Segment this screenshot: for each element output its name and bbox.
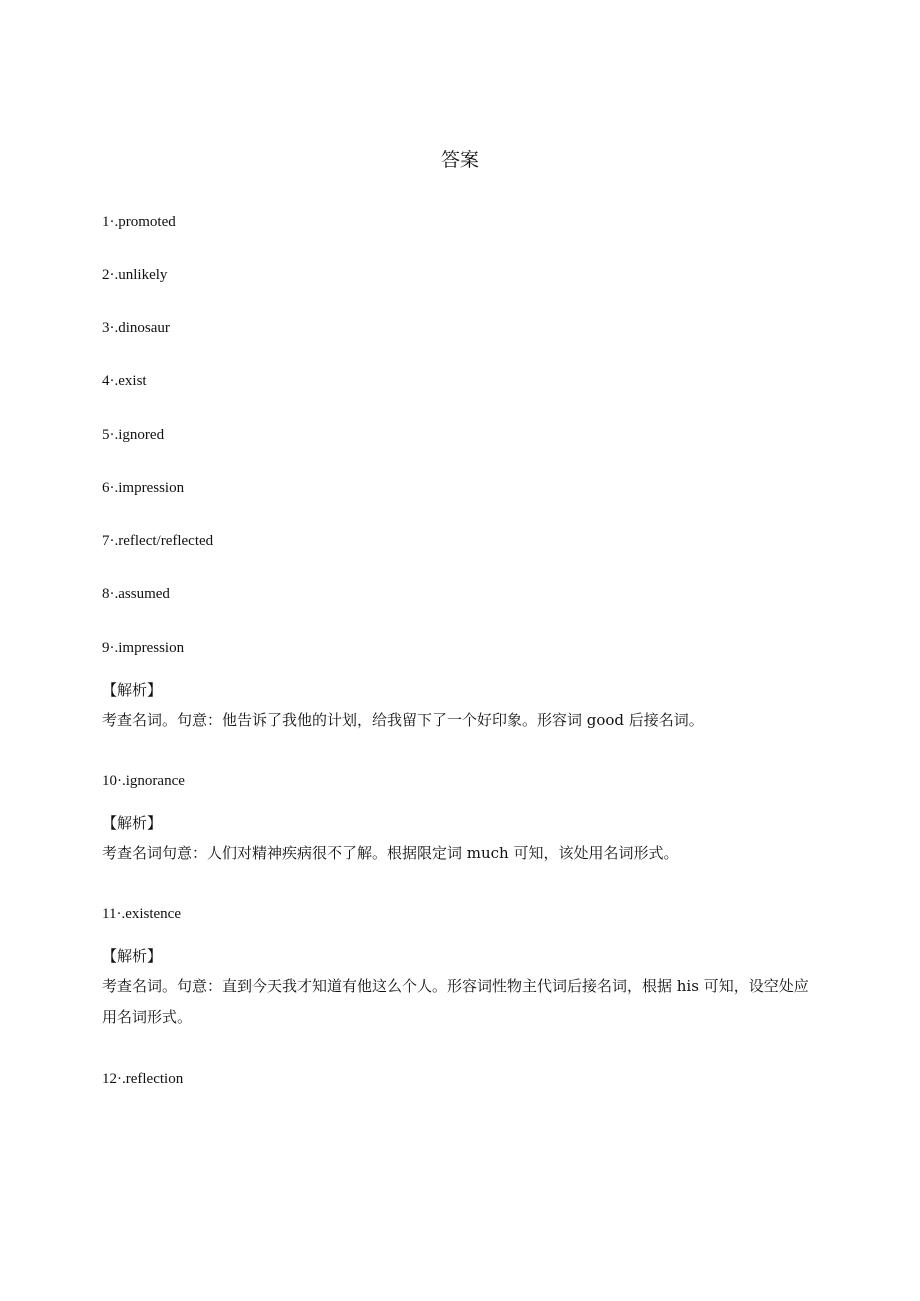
- answer-6: 6·.impression: [102, 480, 185, 496]
- answer-1: 1·.promoted: [102, 214, 176, 230]
- explanation-label-9: 【解析】: [102, 681, 163, 699]
- page-title: 答案: [440, 149, 479, 171]
- explanation-label-10: 【解析】: [102, 814, 163, 832]
- explanation-label-11: 【解析】: [102, 947, 163, 965]
- explanation-text-10: 考查名词句意：人们对精神疾病很不了解。根据限定词 much 可知，该处用名词形式。: [102, 844, 679, 862]
- explanation-text-11: 考查名词。句意：直到今天我才知道有他这么个人。形容词性物主代词后接名词，根据 his 可知，设空处应用名词形式。: [102, 977, 809, 1026]
- answer-12: 12·.reflection: [102, 1071, 184, 1087]
- answer-4: 4·.exist: [102, 373, 147, 389]
- answer-11: 11·.existence: [102, 906, 181, 922]
- answer-10: 10·.ignorance: [102, 773, 185, 789]
- answer-3: 3·.dinosaur: [102, 320, 170, 336]
- answer-2: 2·.unlikely: [102, 267, 168, 283]
- answer-8: 8·.assumed: [102, 586, 170, 602]
- answer-9: 9·.impression: [102, 640, 185, 656]
- answer-7: 7·.reflect/reflected: [102, 533, 214, 549]
- explanation-text-9: 考查名词。句意：他告诉了我他的计划，给我留下了一个好印象。形容词 good 后接名词。: [102, 711, 704, 729]
- answer-5: 5·.ignored: [102, 427, 165, 443]
